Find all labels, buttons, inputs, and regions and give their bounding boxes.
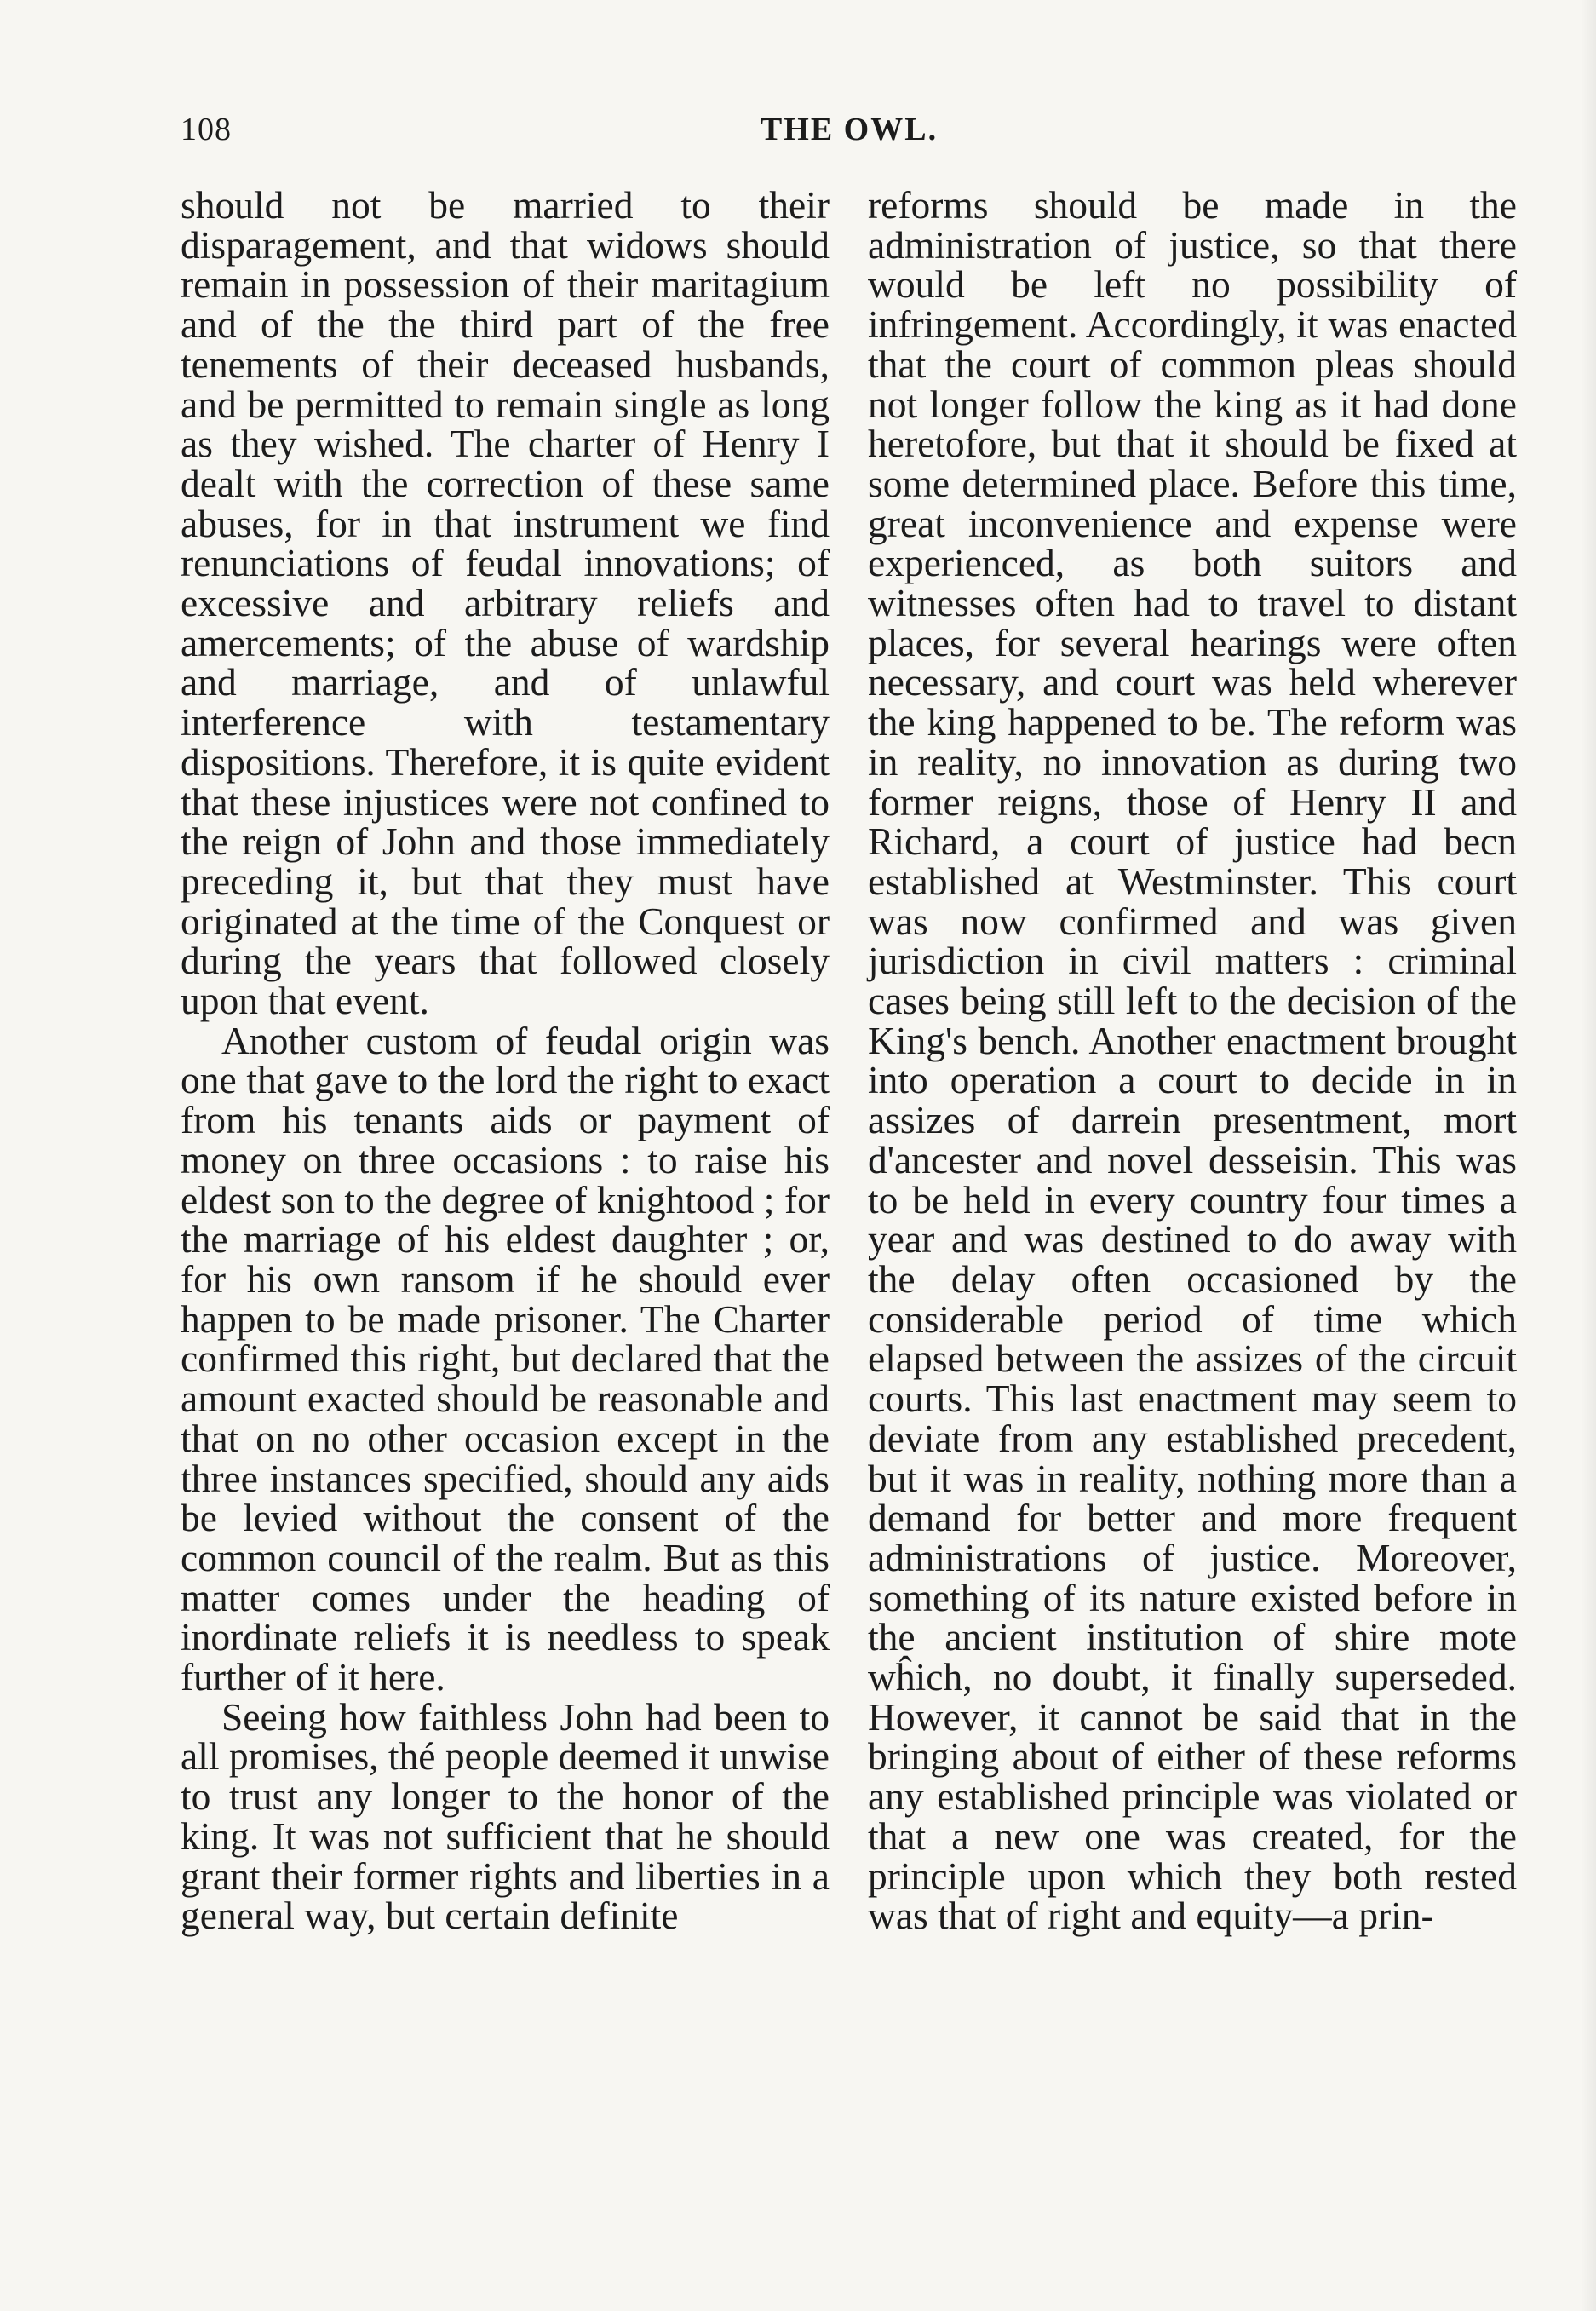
page-header xyxy=(181,111,1518,162)
page-number: 108 xyxy=(181,112,232,147)
left-column xyxy=(181,183,830,1938)
running-title: THE OWL. xyxy=(760,112,939,147)
left-paragraph-1: should not be married to their disparagement, and that widows should remain in possession of their maritagium and of the the third part of the free tenements of their deceased husbands, and be permitted to remain single as long as they wished. The charter of Henry I dealt with the correction of these same abuses, for in that instrument we find renunciations of feudal innovations; of excessive and arbitrary reliefs and amercements; of the abuse of wardship and marriage, and of unlawful interference with testamentary dispositions. Therefore, it is quite evident that these injustices were not confined to the reign of John and those immediately preceding it, but that they must have originated at the time of the Conquest or during the years that followed closely upon that event. xyxy=(181,183,830,1023)
right-column xyxy=(868,183,1517,1938)
right-paragraph-1: reforms should be made in the administration of justice, so that there would be left no possibility of infringement. Accordingly, it was enacted that the court of common pleas should not longer follow the king as it had done heretofore, but that it should be fixed at some determined place. Before this time, great inconvenience and expense were experienced, as both suitors and witnesses often had to travel to distant places, for several hearings were often necessary, and court was held wherever the king happened to be. The reform was in reality, no innovation as during two former reigns, those of Henry II and Richard, a court of justice had becn established at Westminster. This court was now confirmed and was given jurisdiction in civil matters : criminal cases being still left to the decision of the King's bench. Another enactment brought into operation a court to decide in in assizes of darrein presentment, mort d'ancester and novel desseisin. This was to be held in every country four times a year and was destined to do away with the delay often occasioned by the considerable period of time which elapsed between the assizes of the circuit courts. This last enactment may seem to deviate from any established precedent, but it was in reality, nothing more than a demand for better and more frequent administrations of justice. Moreover, something of its nature existed before in the ancient institution of shire mote wĥich, no doubt, it finally superseded. However, it cannot be said that in the bringing about of either of these reforms any established principle was violated or that a new one was created, for the principle upon which they both rested was that of right and equity—a prin- xyxy=(868,183,1517,1938)
left-paragraph-2: Another custom of feudal origin was one that gave to the lord the right to exact from his tenants aids or payment of money on three occasions : to raise his eldest son to the degree of knightood ; for the marriage of his eldest daughter ; or, for his own ransom if he should ever happen to be made prisoner. The Charter confirmed this right, but declared that the amount exacted should be reasonable and that on no other occasion except in the three instances specified, should any aids be levied without the consent of the common council of the realm. But as this matter comes under the heading of inordinate reliefs it is needless to speak further of it here. xyxy=(181,1018,830,1699)
page-edge-shadow xyxy=(1581,0,1596,2311)
left-paragraph-3: Seeing how faithless John had been to all promises, thé people deemed it unwise to trust any longer to the honor of the king. It was not sufficient that he should grant their former rights and liberties in a general way, but certain definite xyxy=(181,1694,830,1938)
